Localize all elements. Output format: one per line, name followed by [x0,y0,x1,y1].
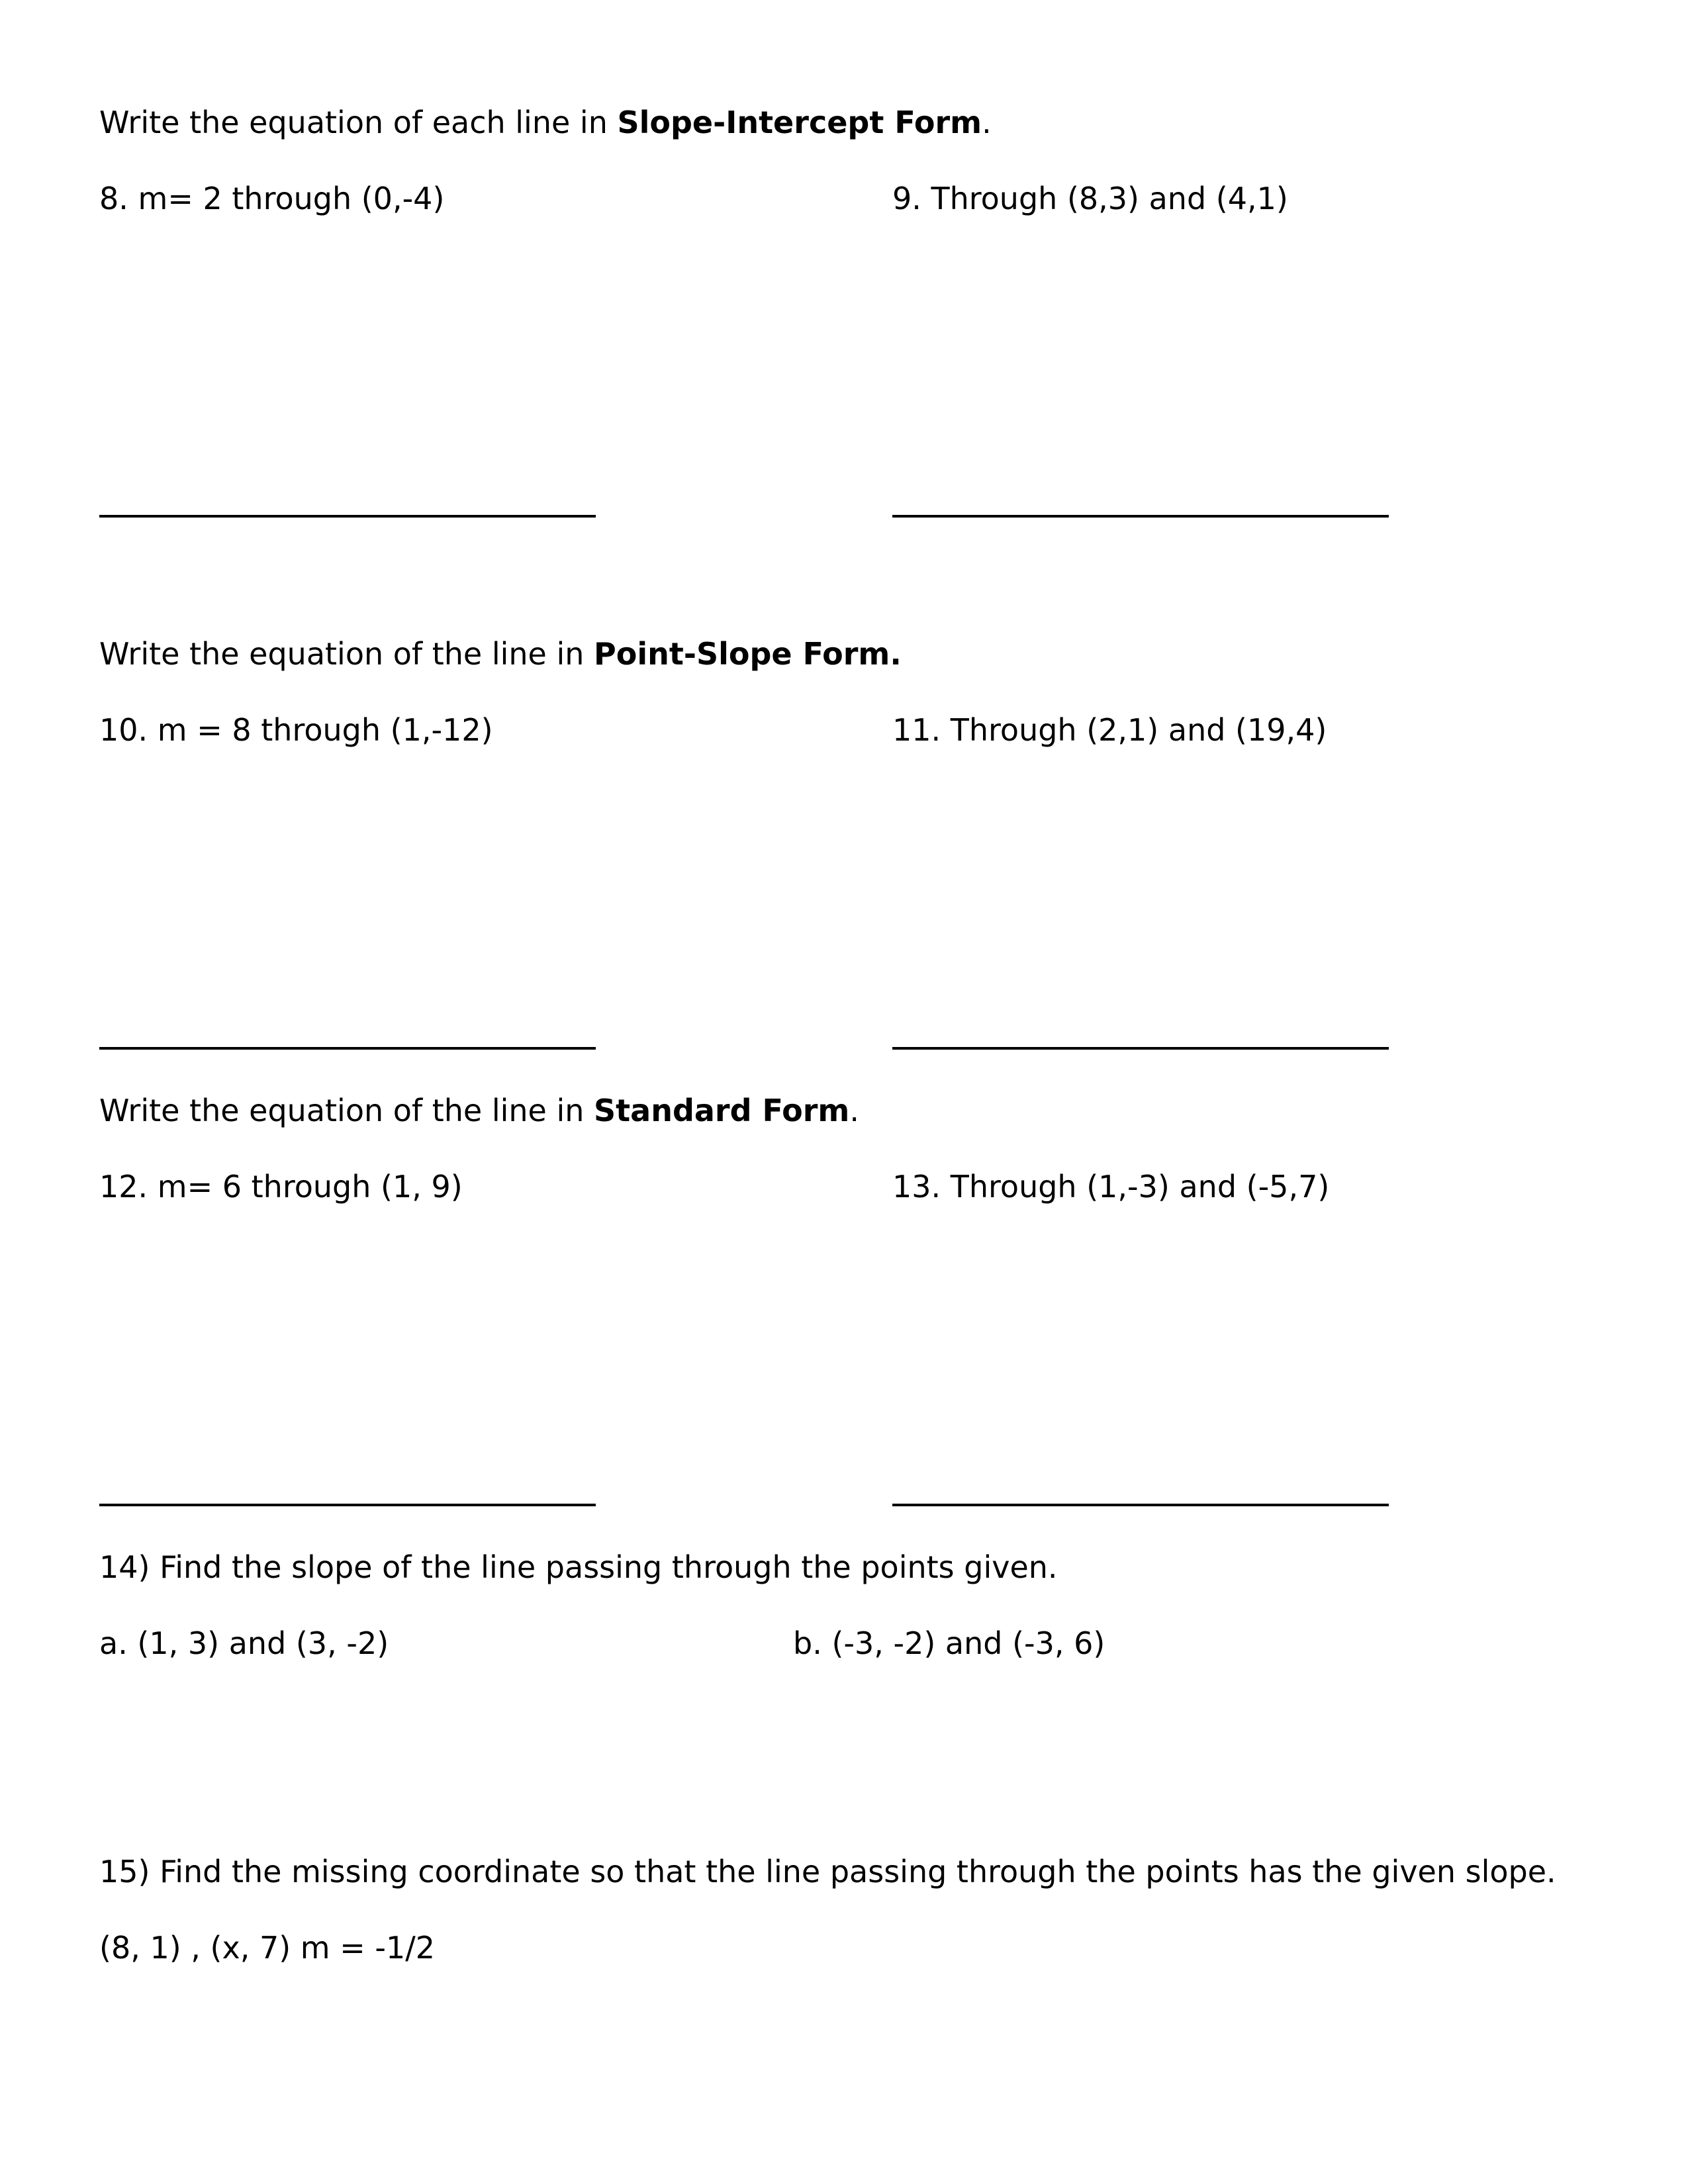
instruction-point-slope [99,634,902,674]
instruction-form-name: Standard Form [594,1093,850,1128]
answer-line-11[interactable] [892,1047,1389,1050]
problem-8: 8. m= 2 through (0,-4) [99,181,445,216]
instruction-text: Write the equation of the line in [99,1093,594,1128]
instruction-slope-intercept [99,103,992,142]
problem-10: 10. m = 8 through (1,-12) [99,712,493,748]
instruction-punctuation: . [982,105,992,140]
instruction-standard [99,1091,859,1130]
problem-11: 11. Through (2,1) and (19,4) [892,712,1327,748]
answer-line-10[interactable] [99,1047,596,1050]
instruction-form-name: Slope-Intercept Form [617,105,982,140]
answer-line-13[interactable] [892,1504,1389,1506]
question-15-given: (8, 1) , (x, 7) m = -1/2 [99,1930,436,1966]
question-15-prompt: 15) Find the missing coordinate so that the line passing through the points has the given slope. [99,1854,1556,1889]
question-14a: a. (1, 3) and (3, -2) [99,1625,389,1661]
question-14b: b. (-3, -2) and (-3, 6) [793,1625,1105,1661]
problem-12: 12. m= 6 through (1, 9) [99,1169,463,1205]
answer-line-8[interactable] [99,515,596,518]
question-14-prompt: 14) Find the slope of the line passing through the points given. [99,1549,1058,1585]
problem-9: 9. Through (8,3) and (4,1) [892,181,1288,216]
answer-line-12[interactable] [99,1504,596,1506]
instruction-text: Write the equation of the line in [99,636,594,672]
answer-line-9[interactable] [892,515,1389,518]
instruction-punctuation: . [849,1093,859,1128]
instruction-form-name: Point-Slope Form. [594,636,902,672]
problem-13: 13. Through (1,-3) and (-5,7) [892,1169,1330,1205]
instruction-text: Write the equation of each line in [99,105,618,140]
